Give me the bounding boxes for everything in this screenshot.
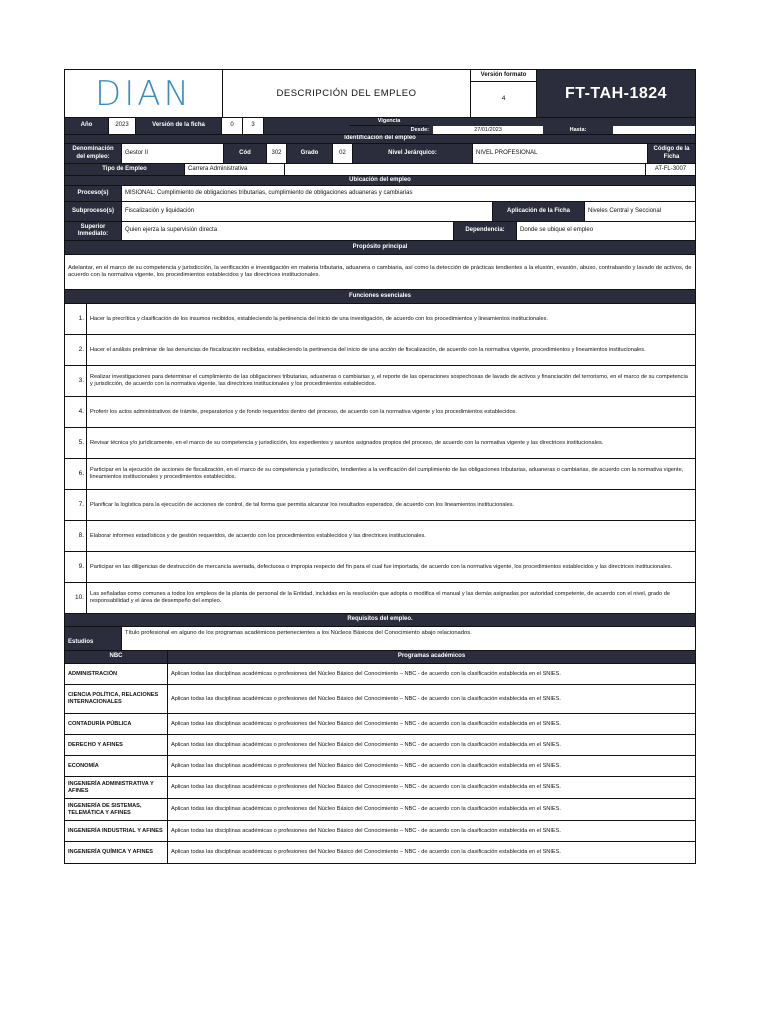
job-description-form — [64, 69, 696, 864]
funcion-number: 3. — [65, 366, 87, 396]
version-block — [471, 70, 537, 117]
codigo-ficha-value: AT-FL-3007 — [646, 164, 695, 175]
vigencia-block — [264, 118, 695, 134]
nbc-row — [65, 685, 695, 714]
funcion-number: 1. — [65, 304, 87, 334]
requisitos-title: Requisitos del empleo. — [65, 614, 695, 626]
proposito-row — [65, 255, 695, 290]
funcion-text: Participar en la ejecución de acciones de fiscalización, en el marco de su competencia y jurisdicción, tendientes a la verificación del cumplimiento de las obligaciones tributarias, aduaneras o cambiarias, de acuerdo con la normativa vigente, lineamientos institucionales y procedimientos establecidos. — [90, 467, 684, 480]
nbc-header: NBC — [65, 651, 168, 663]
proceso-row — [65, 186, 695, 202]
nbc-row — [65, 756, 695, 777]
nivel-value: NIVEL PROFESIONAL — [473, 144, 648, 163]
funcion-row — [65, 335, 695, 366]
nbc-header-row — [65, 651, 695, 664]
aplicacion-label: Aplicación de la Ficha — [493, 202, 585, 221]
version-ficha-b: 3 — [243, 118, 264, 134]
proposito-title: Propósito principal — [65, 241, 695, 254]
aplicacion-value: Niveles Central y Seccional — [585, 202, 695, 221]
funcion-text: Las señaladas como comunes a todos los empleos de la planta de personal de la Entidad, incluidas en la resolución que adopta o modifica el manual y las demás asignadas por autoridad competente, de acuerdo con el nivel, grado de responsabilidad y el área de desempeño del empleo. — [90, 591, 670, 604]
funcion-number: 5. — [65, 428, 87, 458]
funcion-row — [65, 583, 695, 614]
nbc-name: CONTADURÍA PÚBLICA — [65, 714, 168, 734]
cod-value: 302 — [267, 144, 287, 163]
nbc-name: INGENIERÍA INDUSTRIAL Y AFINES — [65, 821, 168, 841]
nbc-programs: Aplican todas las disciplinas académicas o profesiones del Núcleo Básico del Conocimiento – NBC - de acuerdo con la clasificación establecida en el SNIES. — [171, 741, 561, 748]
dian-logo — [65, 70, 223, 118]
grado-value: 02 — [333, 144, 353, 163]
nivel-label: Nivel Jerárquico: — [353, 144, 473, 163]
superior-label: Superior Inmediato: — [65, 222, 122, 240]
superior-value: Quien ejerza la supervisión directa — [122, 222, 454, 240]
grado-label: Grado — [287, 144, 333, 163]
ficha-row — [65, 118, 695, 135]
nbc-row — [65, 714, 695, 735]
funcion-text: Revisar técnica y/o jurídicamente, en el marco de su competencia y jurisdicción, los expedientes y asuntos asignados propios del proceso, de acuerdo con la normativa vigente y las directrices institucionales. — [90, 439, 604, 446]
funciones-bar — [65, 290, 695, 304]
funcion-text: Proferir los actos administrativos de trámite, preparatorios y de fondo requeridos dentro del proceso, de acuerdo con la normativa vigente y los procedimientos establecidos. — [90, 408, 517, 415]
proposito-text: Adelantar, en el marco de su competencia y jurisdicción, la verificación e investigación en materia tributaria, aduanera o cambiaria, así como la detección de prácticas tendientes a la elusión, evasión, abuso, contrabando y lavado de activos, de acuerdo con la normativa vigente, los procedimientos establecidos y las directrices institucionales. — [65, 255, 695, 289]
ubicacion-bar — [65, 176, 695, 186]
nbc-programs: Aplican todas las disciplinas académicas o profesiones del Núcleo Básico del Conocimiento – NBC - de acuerdo con la clasificación establecida en el SNIES. — [171, 784, 561, 790]
nbc-name: INGENIERÍA ADMINISTRATIVA Y AFINES — [65, 777, 168, 798]
nbc-row — [65, 735, 695, 756]
desde-value: 27/01/2023 — [433, 126, 543, 134]
nbc-programs: Aplican todas las disciplinas académicas o profesiones del Núcleo Básico del Conocimiento – NBC - de acuerdo con la clasificación establecida en el SNIES. — [171, 806, 561, 812]
tipo-label: Tipo de Empleo — [65, 164, 185, 175]
hasta-label: Hasta: — [569, 127, 587, 133]
identificacion-title: Identificación del empleo — [65, 135, 695, 143]
nbc-row — [65, 821, 695, 842]
funcion-number: 6. — [65, 459, 87, 489]
nbc-row — [65, 664, 695, 685]
nbc-programs: Aplican todas las disciplinas académicas o profesiones del Núcleo Básico del Conocimiento – NBC - de acuerdo con la clasificación establecida en el SNIES. — [171, 695, 561, 702]
funcion-text: Participar en las diligencias de destrucción de mercancía averiada, defectuosa o impropia respecto del fin para el cual fue importada, de acuerdo con la normativa vigente, los procedimientos establecidos y las directrices institucionales. — [90, 563, 673, 570]
nbc-name: INGENIERÍA QUÍMICA Y AFINES — [65, 842, 168, 863]
funcion-number: 8. — [65, 521, 87, 551]
cod-label: Cód — [224, 144, 267, 163]
tipo-row — [65, 164, 695, 176]
estudios-value: Título profesional en alguno de los programas académicos pertenecientes a los Núcleos Básicos del Conocimiento abajo relacionados. — [122, 627, 695, 650]
funcion-number: 7. — [65, 490, 87, 520]
nbc-row — [65, 799, 695, 821]
form-code: FT-TAH-1824 — [537, 70, 695, 117]
nbc-row — [65, 777, 695, 799]
denominacion-label: Denominación del empleo: — [65, 144, 122, 163]
nbc-name: CIENCIA POLÍTICA, RELACIONES INTERNACIONALES — [65, 685, 168, 713]
tipo-blank — [285, 164, 646, 175]
vigencia-dates — [264, 126, 695, 134]
funcion-text: Realizar investigaciones para determinar el cumplimiento de las obligaciones tributarias, aduaneras o cambiarias y, el reporte de las operaciones sospechosas de lavado de activos y financiación del terrorismo, en el marco de su competencia y jurisdicción, de acuerdo con la normativa vigente, las directrices institucionales y los procedimientos establecidos. — [90, 374, 688, 387]
funcion-number: 9. — [65, 552, 87, 582]
desde-label: Desde: — [410, 127, 429, 133]
funcion-row — [65, 521, 695, 552]
identificacion-bar — [65, 135, 695, 144]
ubicacion-title: Ubicación del empleo — [65, 176, 695, 185]
subproceso-label: Subproceso(s) — [65, 202, 122, 221]
nbc-programs: Aplican todas las disciplinas académicas o profesiones del Núcleo Básico del Conocimiento – NBC - de acuerdo con la clasificación establecida en el SNIES. — [171, 849, 561, 855]
funcion-row — [65, 366, 695, 397]
version-ficha-label: Versión de la ficha — [136, 118, 222, 134]
tipo-value: Carrera Administrativa — [185, 164, 285, 175]
denominacion-row — [65, 144, 695, 164]
nbc-programs: Aplican todas las disciplinas académicas o profesiones del Núcleo Básico del Conocimiento – NBC - de acuerdo con la clasificación establecida en el SNIES. — [171, 827, 561, 834]
version-label: Versión formato — [471, 70, 536, 82]
nbc-row — [65, 842, 695, 863]
nbc-programs: Aplican todas las disciplinas académicas o profesiones del Núcleo Básico del Conocimiento – NBC - de acuerdo con la clasificación establecida en el SNIES. — [171, 720, 561, 727]
nbc-name: INGENIERÍA DE SISTEMAS, TELEMÁTICA Y AFINES — [65, 799, 168, 820]
dependencia-label: Dependencia: — [454, 222, 517, 240]
subproceso-value: Fiscalización y liquidación — [122, 202, 493, 221]
document-title: DESCRIPCIÓN DEL EMPLEO — [223, 70, 471, 117]
nbc-name: ECONOMÍA — [65, 756, 168, 776]
version-value: 4 — [501, 95, 506, 103]
dependencia-value: Donde se ubique el empleo — [517, 222, 695, 240]
codigo-ficha-label: Código de la Ficha — [648, 144, 695, 163]
funcion-row — [65, 459, 695, 490]
estudios-label: Estudios — [65, 627, 122, 650]
dian-logo-text: DIAN — [95, 73, 192, 114]
denominacion-value: Gestor II — [122, 144, 224, 163]
proceso-value: MISIONAL: Cumplimiento de obligaciones tributarias, cumplimiento de obligaciones aduaneras y cambiarias — [122, 186, 695, 201]
funcion-text: Hacer el análisis preliminar de las denuncias de fiscalización recibidas, estableciendo la pertinencia del inicio de una acción de fiscalización, de acuerdo con la normativa vigente, procedimientos y lineamientos institucionales. — [90, 346, 646, 353]
funcion-row — [65, 428, 695, 459]
anio-label: Año — [65, 118, 109, 134]
nbc-name: ADMINISTRACIÓN — [65, 664, 168, 684]
funcion-row — [65, 552, 695, 583]
anio-value: 2023 — [109, 118, 136, 134]
funcion-text: Elaborar informes estadísticos y de gestión requeridos, de acuerdo con los procedimientos establecidos y las directrices institucionales. — [90, 532, 426, 539]
nbc-name: DERECHO Y AFINES — [65, 735, 168, 755]
funcion-text: Hacer la precrítica y clasificación de los insumos recibidos, estableciendo la pertinencia del inicio de una investigación, de acuerdo con los procedimientos y lineamientos institucionales. — [90, 315, 549, 322]
funcion-row — [65, 397, 695, 428]
nbc-programs: Aplican todas las disciplinas académicas o profesiones del Núcleo Básico del Conocimiento – NBC - de acuerdo con la clasificación establecida en el SNIES. — [171, 670, 561, 677]
subproceso-row — [65, 202, 695, 222]
version-ficha-a: 0 — [222, 118, 243, 134]
funcion-number: 2. — [65, 335, 87, 365]
proposito-bar — [65, 241, 695, 255]
vigencia-label: Vigencia — [349, 118, 429, 126]
nbc-programs: Aplican todas las disciplinas académicas o profesiones del Núcleo Básico del Conocimiento – NBC - de acuerdo con la clasificación establecida en el SNIES. — [171, 762, 561, 769]
hasta-value — [613, 126, 695, 134]
funcion-number: 10. — [65, 583, 87, 613]
proceso-label: Proceso(s) — [65, 186, 122, 201]
requisitos-bar — [65, 614, 695, 627]
superior-row — [65, 222, 695, 241]
programas-header: Programas académicos — [168, 651, 695, 663]
form-header — [65, 70, 695, 118]
funcion-row — [65, 490, 695, 521]
funcion-row — [65, 304, 695, 335]
estudios-row — [65, 627, 695, 651]
funcion-text: Planificar la logística para la ejecución de acciones de control, de tal forma que permita alcanzar los resultados esperados, de acuerdo con los lineamientos institucionales. — [90, 501, 515, 508]
funciones-title: Funciones esenciales — [65, 290, 695, 303]
funcion-number: 4. — [65, 397, 87, 427]
